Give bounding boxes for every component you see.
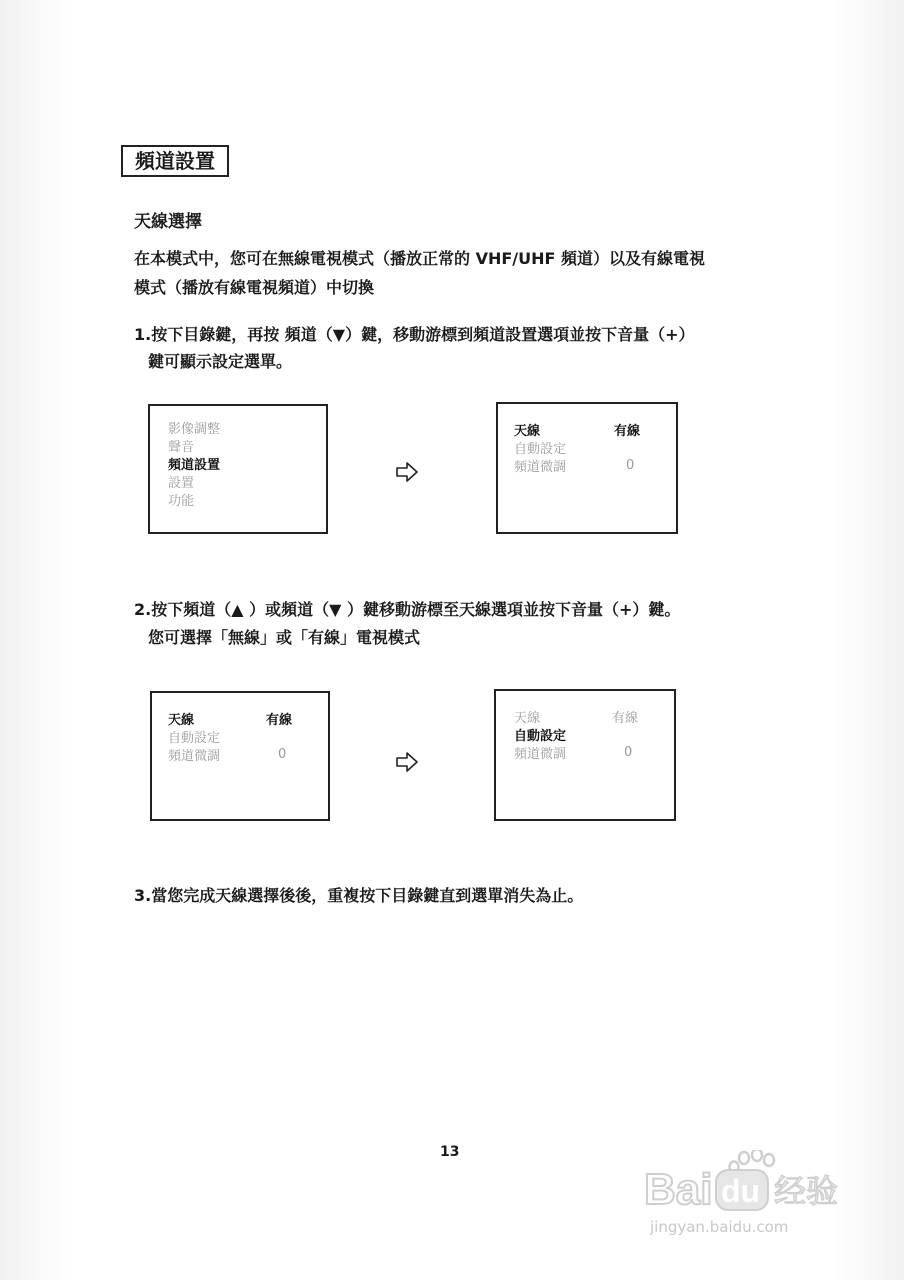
menu-item-sound: 聲音	[168, 440, 195, 455]
arrow-right-outline-icon	[396, 462, 418, 482]
menu-item-picture: 影像調整	[168, 422, 221, 437]
step2-line-2: 您可選擇「無線」或「有線」電視模式	[148, 628, 421, 647]
page-edge-right	[834, 0, 904, 1280]
svg-text:经验: 经验	[774, 1172, 839, 1210]
fine-tune-value: 0	[278, 747, 287, 762]
arrow-right-outline-icon	[396, 752, 418, 772]
baidu-jingyan-watermark-logo	[644, 1150, 854, 1212]
menu-item-channel-setup: 頻道設置	[168, 458, 221, 473]
intro-line-2: 模式（播放有線電視頻道）中切換	[134, 278, 375, 297]
intro-line-1: 在本模式中，您可在無線電視模式（播放正常的 VHF/UHF 頻道）以及有線電視	[134, 249, 706, 268]
menu-item-setup: 設置	[168, 476, 195, 491]
svg-text:du: du	[721, 1173, 761, 1209]
fine-tune-value: 0	[624, 745, 633, 760]
watermark-logo-text: Bai	[644, 1165, 713, 1212]
subheading: 天線選擇	[134, 212, 202, 232]
antenna-value: 有線	[612, 711, 639, 726]
antenna-label: 天線	[514, 711, 541, 726]
page-number: 13	[440, 1144, 460, 1160]
channel-menu-screen-3	[494, 689, 676, 821]
channel-menu-screen-2	[150, 691, 330, 821]
step3: 3.當您完成天線選擇後後，重複按下目錄鍵直到選單消失為止。	[134, 886, 584, 905]
antenna-label: 天線	[168, 713, 195, 728]
antenna-value: 有線	[614, 424, 641, 439]
step1-line-1: 1.按下目錄鍵，再按 頻道（▼）鍵，移動游標到頻道設置選項並按下音量（+）	[134, 325, 695, 344]
antenna-label: 天線	[514, 424, 541, 439]
fine-tune-label: 頻道微調	[168, 749, 221, 764]
step1-line-2: 鍵可顯示設定選單。	[148, 352, 293, 371]
auto-setup-label: 自動設定	[168, 731, 221, 746]
fine-tune-value: 0	[626, 458, 635, 473]
fine-tune-label: 頻道微調	[514, 747, 567, 762]
fine-tune-label: 頻道微調	[514, 460, 567, 475]
section-title: 頻道設置	[121, 145, 229, 177]
step2-line-1: 2.按下頻道（▲ ）或頻道（▼ ）鍵移動游標至天線選項並按下音量（+）鍵。	[134, 600, 681, 619]
page-edge-left	[0, 0, 70, 1280]
main-menu-screen	[148, 404, 328, 534]
auto-setup-label: 自動設定	[514, 729, 567, 744]
channel-menu-screen-1	[496, 402, 678, 534]
antenna-value: 有線	[266, 713, 293, 728]
auto-setup-label: 自動設定	[514, 442, 567, 457]
watermark-url: jingyan.baidu.com	[650, 1218, 789, 1236]
menu-item-function: 功能	[168, 494, 195, 509]
